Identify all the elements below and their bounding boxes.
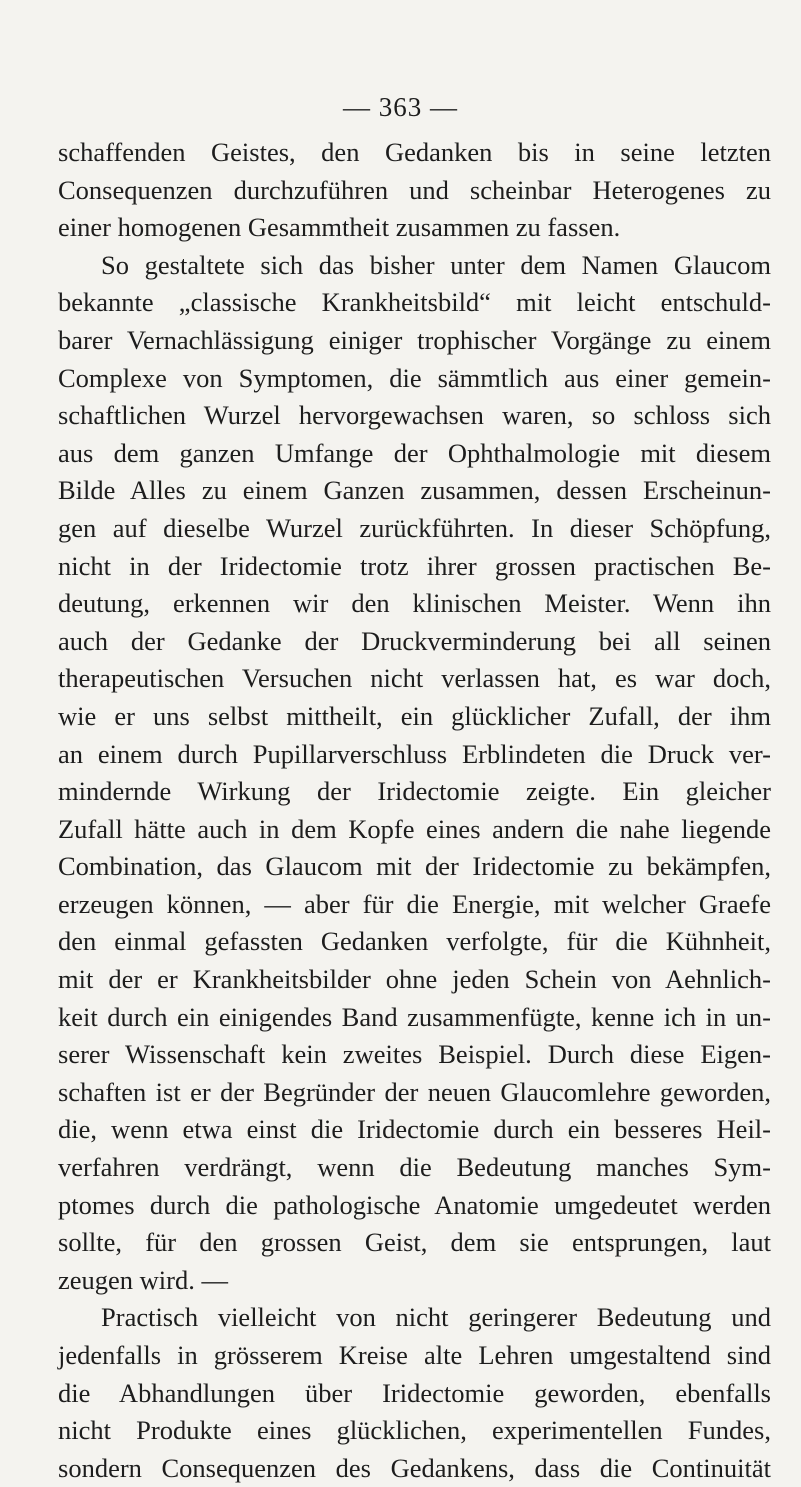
text-line: mit der er Krankheitsbilder ohne jeden Schein von Aehnlich- (58, 964, 771, 995)
text-line: die, wenn etwa einst die Iridectomie durch ein besseres Heil- (58, 1114, 771, 1145)
text-line: Consequenzen durchzuführen und scheinbar Heterogenes zu (58, 174, 771, 205)
text-line: schaftlichen Wurzel hervorgewachsen waren, so schloss sich (58, 400, 771, 431)
text-line: schaffenden Geistes, den Gedanken bis in seine letzten (58, 137, 771, 167)
body-text (58, 134, 771, 1487)
text-line: therapeutischen Versuchen nicht verlassen hat, es war doch, (58, 663, 771, 694)
text-line: deutung, erkennen wir den klinischen Meister. Wenn ihn (58, 588, 771, 619)
text-line: jedenfalls in grösserem Kreise alte Lehren umgestaltend sind (58, 1340, 771, 1370)
text-line: wie er uns selbst mittheilt, ein glücklicher Zufall, der ihm (58, 700, 771, 731)
text-line: zeugen wird. — (58, 1264, 228, 1295)
text-line: verfahren verdrängt, wenn die Bedeutung manches Sym- (58, 1152, 771, 1183)
text-line: serer Wissenschaft kein zweites Beispiel. Durch diese Eigen- (58, 1039, 771, 1070)
text-line: nicht Produkte eines glücklichen, experimentellen Fundes, (58, 1415, 771, 1446)
text-line: barer Vernachlässigung einiger trophischer Vorgänge zu einem (58, 324, 771, 355)
text-line: nicht in der Iridectomie trotz ihrer grossen practischen Be- (58, 550, 771, 581)
text-line: mindernde Wirkung der Iridectomie zeigte. Ein gleicher (58, 776, 771, 807)
text-line: den einmal gefassten Gedanken verfolgte, für die Kühnheit, (58, 926, 771, 957)
text-line: schaften ist er der Begründer der neuen Glaucomlehre geworden, (58, 1076, 771, 1107)
text-line: aus dem ganzen Umfange der Ophthalmologie mit diesem (58, 437, 771, 468)
page-number: — 363 — (343, 92, 458, 122)
text-line: So gestaltete sich das bisher unter dem Namen Glaucom (101, 249, 771, 280)
text-line: gen auf dieselbe Wurzel zurückführten. In dieser Schöpfung, (58, 512, 771, 543)
text-line: erzeugen können, — aber für die Energie, mit welcher Graefe (58, 888, 771, 919)
text-line: Complexe von Symptomen, die sämmtlich aus einer gemein- (58, 362, 771, 393)
text-line: an einem durch Pupillarverschluss Erblindeten die Druck ver- (58, 738, 771, 769)
text-line: einer homogenen Gesammtheit zusammen zu fassen. (58, 212, 621, 243)
text-line: Bilde Alles zu einem Ganzen zusammen, dessen Erscheinun- (58, 475, 771, 506)
text-line: bekannte „classische Krankheitsbild“ mit leicht entschuld- (58, 287, 771, 318)
text-line: auch der Gedanke der Druckverminderung bei all seinen (58, 625, 771, 656)
text-line: Practisch vielleicht von nicht geringerer Bedeutung und (101, 1302, 771, 1333)
text-line: Combination, das Glaucom mit der Iridectomie zu bekämpfen, (58, 851, 771, 882)
text-line: die Abhandlungen über Iridectomie geworden, ebenfalls (58, 1377, 771, 1408)
text-line: ptomes durch die pathologische Anatomie umgedeutet werden (58, 1189, 771, 1220)
text-line: sondern Consequenzen des Gedankens, dass die Continuität (58, 1452, 771, 1483)
text-line: Zufall hätte auch in dem Kopfe eines andern die nahe liegende (58, 813, 771, 844)
text-line: sollte, für den grossen Geist, dem sie entsprungen, laut (58, 1227, 771, 1258)
text-line: keit durch ein einigendes Band zusammenfügte, kenne ich in un- (58, 1001, 771, 1032)
